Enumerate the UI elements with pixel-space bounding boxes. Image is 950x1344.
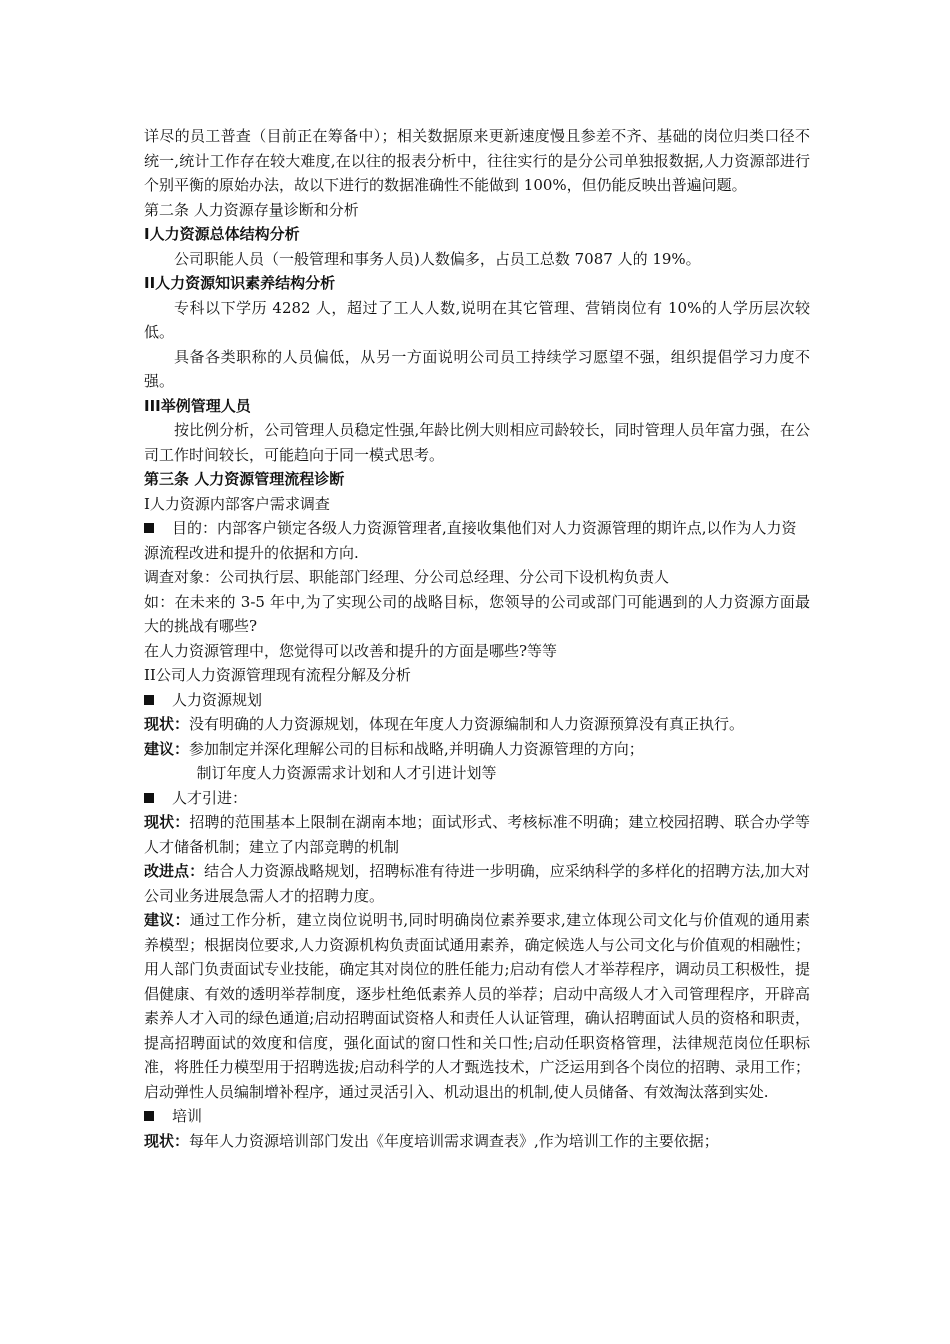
paragraph-label: 现状： — [144, 813, 190, 831]
labeled-paragraph — [144, 712, 810, 737]
paragraph: 专科以下学历 4282 人，超过了工人人数,说明在其它管理、营销岗位有 10%的人学历层次较低。 — [144, 298, 810, 341]
paragraph-text: 每年人力资源培训部门发出《年度培训需求调查表》,作为培训工作的主要依据； — [189, 1131, 719, 1150]
square-bullet-icon — [144, 523, 154, 533]
section-heading: II人力资源知识素养结构分析 — [144, 274, 336, 292]
paragraph: 调查对象：公司执行层、职能部门经理、分公司总经理、分公司下设机构负责人 — [144, 568, 670, 586]
bullet-text: 人力资源规划 — [172, 690, 263, 709]
paragraph: 在人力资源管理中，您觉得可以改善和提升的方面是哪些?等等 — [144, 641, 558, 660]
square-bullet-icon — [144, 1111, 154, 1121]
labeled-paragraph — [144, 1129, 810, 1154]
paragraph: 具备各类职称的人员偏低，从另一方面说明公司员工持续学习愿望不强，组织提倡学习力度不强。 — [144, 347, 810, 390]
paragraph: 公司职能人员（一般管理和事务人员)人数偏多，占员工总数 7087 人的 19%。 — [174, 249, 701, 268]
paragraph-text: 没有明确的人力资源规划，体现在年度人力资源编制和人力资源预算没有真正执行。 — [189, 715, 745, 733]
paragraph-text: 结合人力资源战略规划，招聘标准有待进一步明确，应采纳科学的多样化的招聘方法,加大对公司业务进展急需人才的招聘力度。 — [144, 862, 810, 905]
paragraph-text: 通过工作分析，建立岗位说明书,同时明确岗位素养要求,建立体现公司文化与价值观的通用素养模型；根据岗位要求,人力资源机构负责面试通用素养，确定候选人与公司文化与价值观的相融性； 用人部门负责面试专业技能，确定其对岗位的胜任能力;启动有偿人才举荐程序，调动员工积极性，提倡健康、有效的透明举荐制度，逐步杜绝低素养人员的举荐；启动中高级人才入司管理程序，开辟高素养人才入司的绿色通道;启动招聘面试资格人和责任人认证管理，确认招聘面试人员的资格和职责，提高招聘面试的效度和信度，强化面试的窗口性和关口性;启动任职资格管理，法律规范岗位任职标准，将胜任力模型用于招聘选拔;启动科学的人才甄选技术，广泛运用到各个岗位的招聘、录用工作；启动弹性人员编制增补程序，通过灵活引入、机动退出的机制,使人员储备、有效淘汰落到实处. — [144, 911, 810, 1101]
paragraph: 制订年度人力资源需求计划和人才引进计划等 — [196, 764, 497, 782]
paragraph-label: 建议： — [144, 911, 190, 929]
labeled-paragraph — [144, 908, 810, 1104]
section-heading: 第三条 人力资源管理流程诊断 — [144, 470, 345, 488]
paragraph-label: 现状： — [144, 715, 190, 733]
paragraph-label: 改进点： — [144, 862, 205, 880]
paragraph-text: 参加制定并深化理解公司的目标和战略,并明确人力资源管理的方向； — [189, 739, 644, 758]
bullet-item — [144, 1104, 810, 1129]
bullet-text: 人才引进： — [172, 788, 248, 807]
paragraph: 按比例分析，公司管理人员稳定性强,年龄比例大则相应司龄较长，同时管理人员年富力强，在公司工作时间较长，可能趋向于同一模式思考。 — [144, 421, 810, 464]
labeled-paragraph — [144, 737, 810, 762]
labeled-paragraph — [144, 859, 810, 908]
bullet-item — [144, 786, 810, 811]
paragraph-label: 建议： — [144, 739, 190, 758]
paragraph: 详尽的员工普查（目前正在筹备中）；相关数据原来更新速度慢且参差不齐、基础的岗位归类口径不统一,统计工作存在较大难度,在以往的报表分析中，往往实行的是分公司单独报数据,人力资源部进行个别平衡的原始办法，故以下进行的数据准确性不能做到 100%，但仍能反映出普遍问题。 — [144, 127, 810, 194]
section-heading: I人力资源总体结构分析 — [144, 225, 300, 243]
paragraph: 如：在未来的 3-5 年中,为了实现公司的战略目标，您领导的公司或部门可能遇到的人力资源方面最大的挑战有哪些? — [144, 592, 810, 635]
bullet-item — [144, 688, 810, 713]
square-bullet-icon — [144, 695, 154, 705]
document-page — [144, 124, 810, 1153]
subsection-title: 第二条 人力资源存量诊断和分析 — [144, 200, 359, 219]
subsection-title: I人力资源内部客户需求调查 — [144, 494, 330, 513]
labeled-paragraph — [144, 810, 810, 859]
square-bullet-icon — [144, 793, 154, 803]
paragraph-text: 招聘的范围基本上限制在湖南本地；面试形式、考核标准不明确；建立校园招聘、联合办学等人才储备机制；建立了内部竞聘的机制 — [144, 813, 810, 856]
paragraph-label: 现状： — [144, 1131, 190, 1150]
bullet-text: 目的：内部客户锁定各级人力资源管理者,直接收集他们对人力资源管理的期许点,以作为人力资源流程改进和提升的依据和方向. — [144, 519, 797, 562]
bullet-item — [144, 516, 810, 565]
subsection-title: II公司人力资源管理现有流程分解及分析 — [144, 666, 411, 684]
section-heading: III举例管理人员 — [144, 396, 251, 415]
bullet-text: 培训 — [172, 1107, 203, 1125]
